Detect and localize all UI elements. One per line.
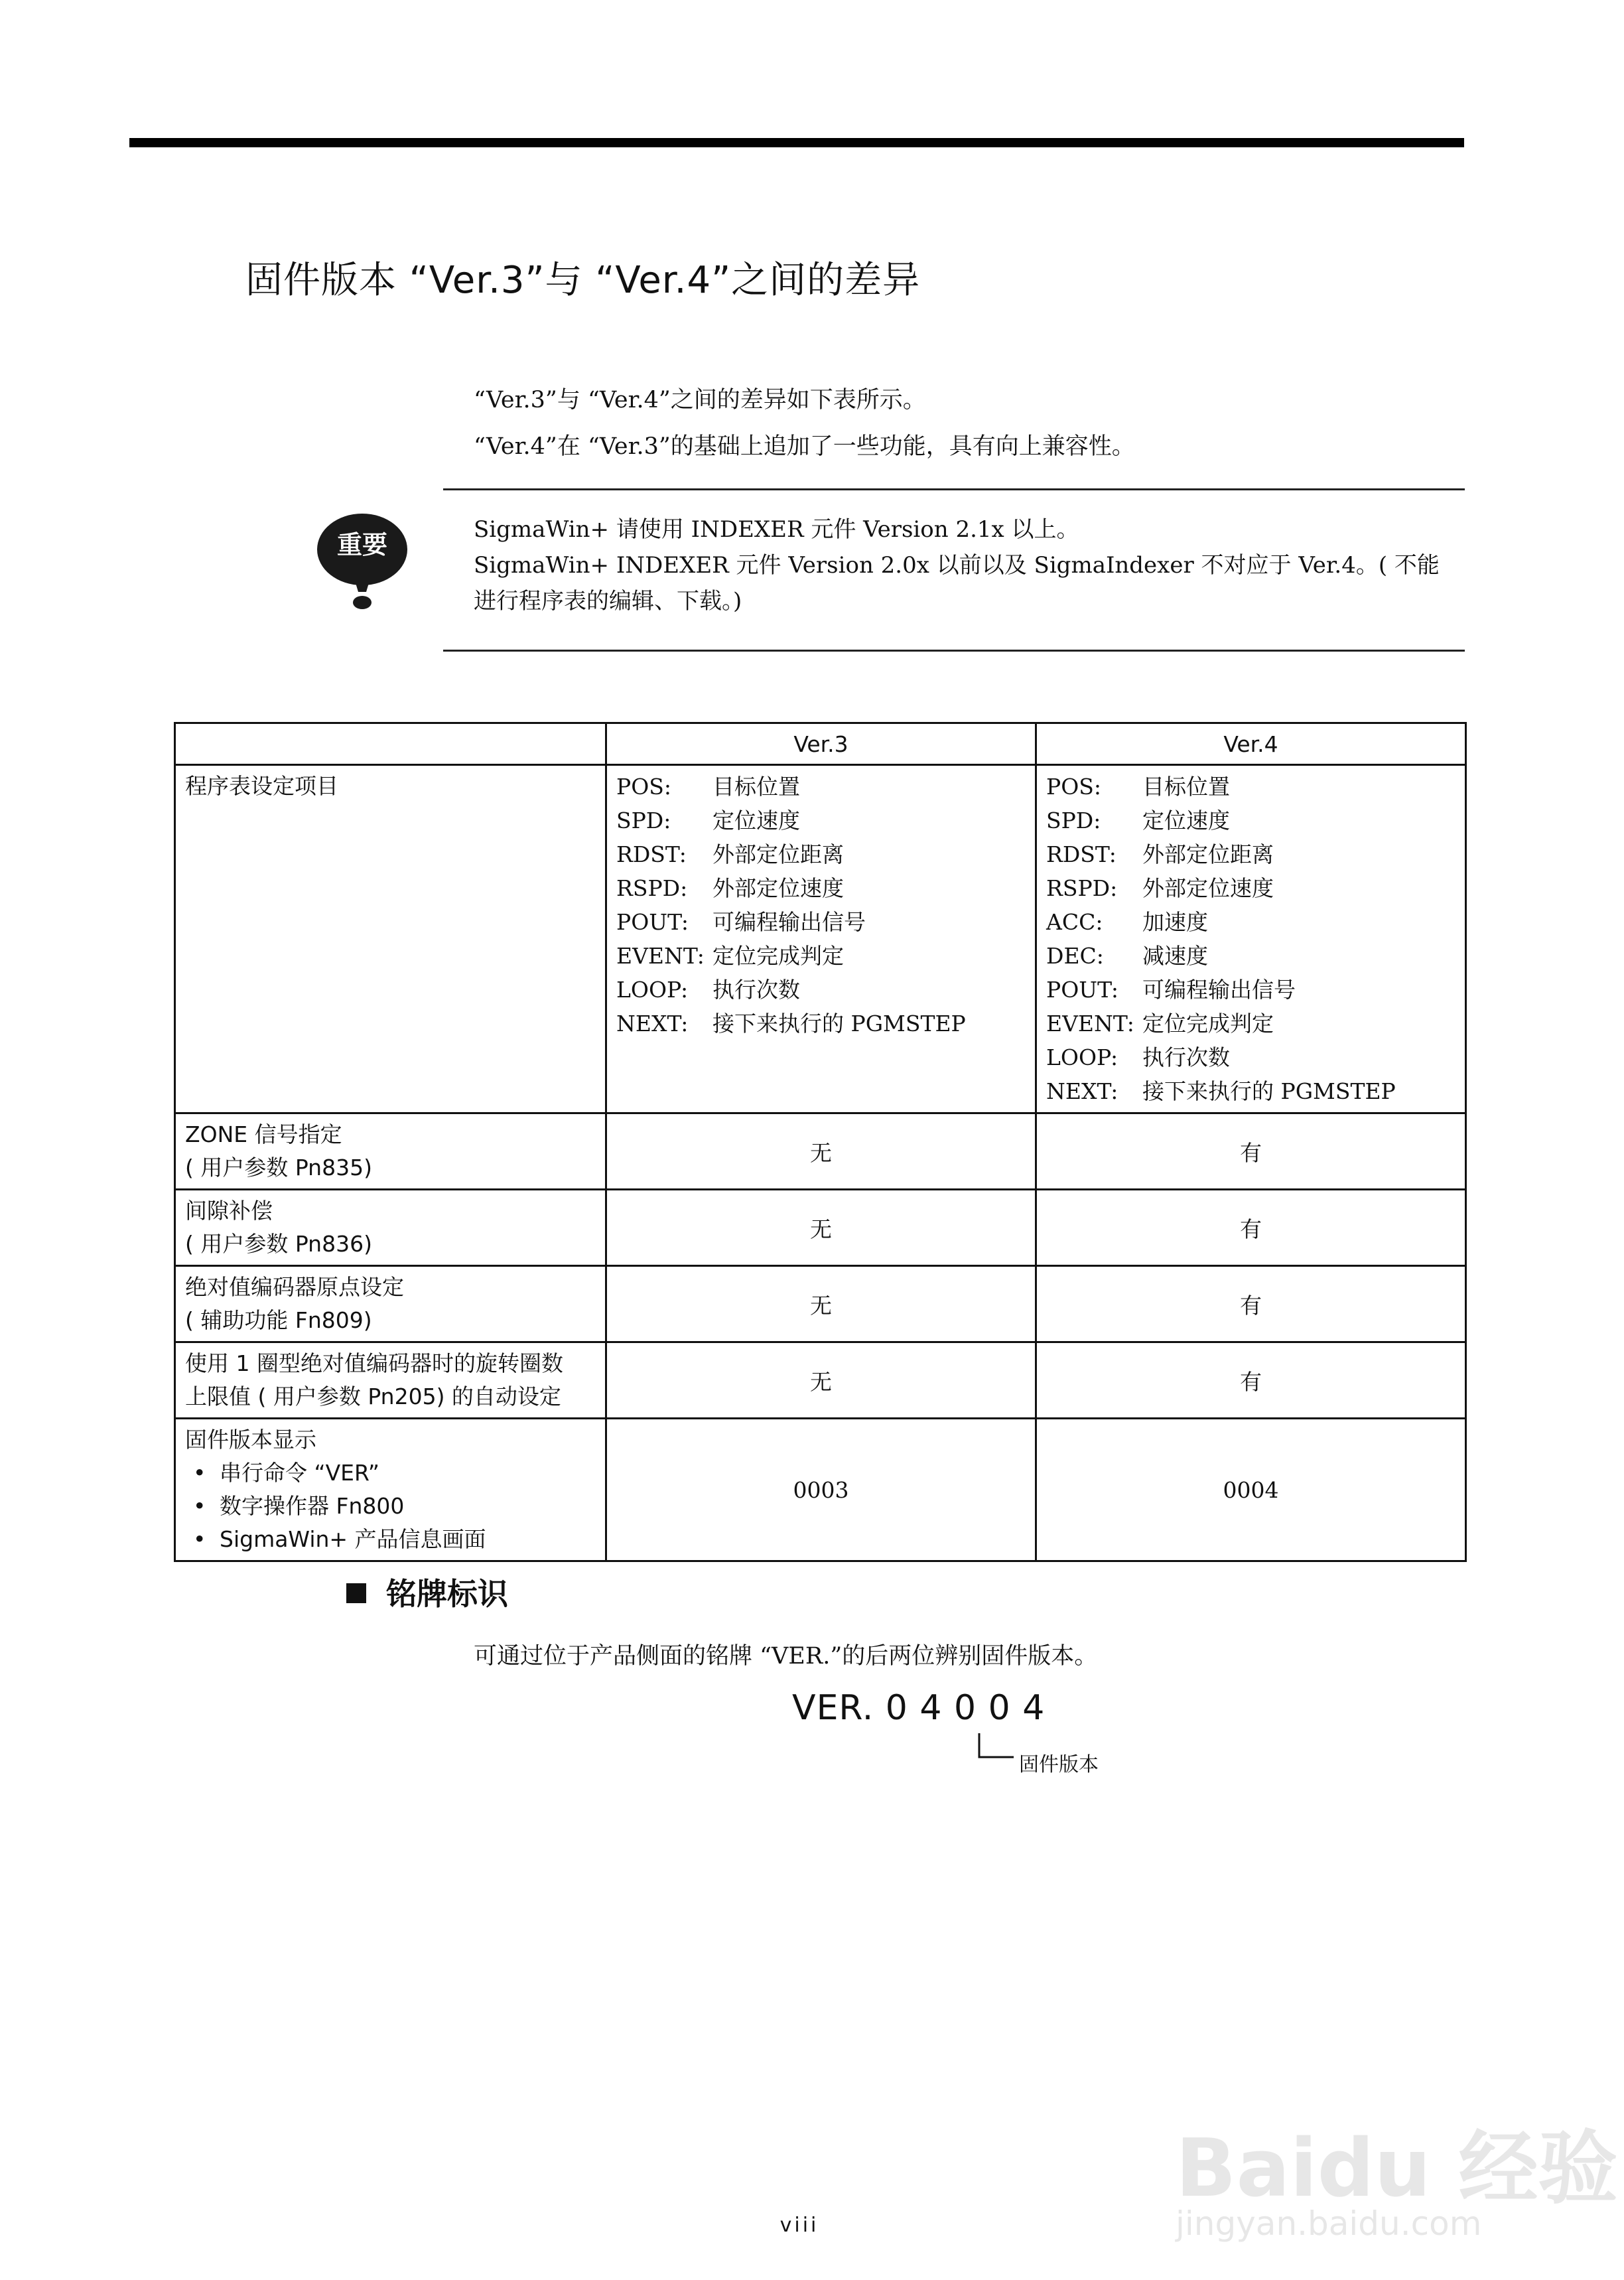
- list-item: [1046, 939, 1455, 973]
- important-line-2: SigmaWin+ INDEXER 元件 Version 2.0x 以前以及 SigmaIndexer 不对应于 Ver.4。( 不能进行程序表的编辑、下载。): [474, 552, 1440, 614]
- table-row: [175, 1419, 1466, 1561]
- program-items-ver3: [606, 765, 1036, 1113]
- page-title: 固件版本 “Ver.3”与 “Ver.4”之间的差异: [245, 259, 921, 302]
- callout-label: 固件版本: [1019, 1753, 1099, 1776]
- table-row: [175, 1190, 1466, 1266]
- list-item: • SigmaWin+ 产品信息画面: [185, 1523, 596, 1556]
- item-description: 执行次数: [712, 977, 800, 1003]
- feature-name: ZONE 信号指定: [185, 1121, 342, 1147]
- table-header-row: [175, 723, 1466, 765]
- feature-reference: ( 辅助功能 Fn809): [185, 1307, 372, 1333]
- item-code: EVENT:: [1046, 1011, 1134, 1036]
- ver3-value: 无: [606, 1113, 1036, 1190]
- item-code: POS:: [1046, 774, 1101, 800]
- list-item: [1046, 1040, 1455, 1074]
- list-item: • 数字操作器 Fn800: [185, 1490, 596, 1523]
- table-row: [175, 765, 1466, 1113]
- item-code: RDST:: [616, 841, 687, 867]
- list-item: [1046, 804, 1455, 837]
- feature-reference: ( 用户参数 Pn835): [185, 1155, 372, 1180]
- item-description: 外部定位速度: [712, 875, 844, 901]
- list-item: [616, 973, 1026, 1007]
- item-code: SPD:: [1046, 808, 1101, 833]
- list-item: [616, 939, 1026, 973]
- feature-name: 绝对值编码器原点设定: [185, 1274, 404, 1300]
- table-row: [175, 1113, 1466, 1190]
- item-description: 接下来执行的 PGMSTEP: [1142, 1078, 1396, 1104]
- item-code: NEXT:: [616, 1011, 689, 1036]
- item-code: RDST:: [1046, 841, 1116, 867]
- important-note-text: [474, 512, 1455, 619]
- item-description: 加速度: [1142, 909, 1208, 935]
- ver3-value: 无: [606, 1190, 1036, 1266]
- feature-reference: ( 用户参数 Pn836): [185, 1231, 372, 1257]
- item-description: 目标位置: [712, 774, 800, 800]
- list-item: [616, 770, 1026, 804]
- baidu-watermark: [1176, 2065, 1618, 2251]
- ver4-value: 有: [1036, 1266, 1466, 1342]
- item-description: 定位完成判定: [1142, 1011, 1274, 1036]
- list-item: [1046, 871, 1455, 905]
- ver3-value: 无: [606, 1342, 1036, 1419]
- item-description: 定位完成判定: [712, 943, 844, 969]
- important-label: 重要: [336, 530, 387, 559]
- table-header-ver4: Ver.4: [1036, 723, 1466, 765]
- item-code: RSPD:: [616, 875, 688, 901]
- feature-label: [175, 1342, 606, 1419]
- list-item: [616, 905, 1026, 939]
- list-item: [1046, 905, 1455, 939]
- important-note: [443, 488, 1465, 652]
- feature-name: 间隙补偿: [185, 1198, 273, 1224]
- item-code: RSPD:: [1046, 875, 1118, 901]
- nameplate-heading: [346, 1570, 508, 1614]
- table-row: [175, 1266, 1466, 1342]
- list-item: [616, 871, 1026, 905]
- item-description: 目标位置: [1142, 774, 1230, 800]
- list-item: [1046, 1007, 1455, 1040]
- item-code: ACC:: [1046, 909, 1103, 935]
- version-display-title: 固件版本显示: [185, 1427, 316, 1453]
- watermark-url: jingyan.baidu.com: [1176, 2204, 1482, 2243]
- nameplate-version-code: VER. 0 4 0 0 4: [792, 1688, 1046, 1728]
- table-row: [175, 1342, 1466, 1419]
- item-description: 减速度: [1142, 943, 1208, 969]
- important-line-1: SigmaWin+ 请使用 INDEXER 元件 Version 2.1x 以上。: [474, 516, 1079, 543]
- ver4-value: 有: [1036, 1113, 1466, 1190]
- feature-label: [175, 1113, 606, 1190]
- list-item: • 串行命令 “VER”: [185, 1457, 596, 1490]
- item-code: NEXT:: [1046, 1078, 1118, 1104]
- item-code: EVENT:: [616, 943, 705, 969]
- version-display-list: [185, 1457, 596, 1556]
- feature-label: [175, 1190, 606, 1266]
- square-bullet-icon: [346, 1583, 366, 1603]
- item-description: 外部定位距离: [712, 841, 844, 867]
- ver4-value: 有: [1036, 1190, 1466, 1266]
- item-code: DEC:: [1046, 943, 1104, 969]
- ver3-version-value: 0003: [606, 1419, 1036, 1561]
- top-rule: [129, 138, 1464, 147]
- program-item-list: [1046, 770, 1455, 1108]
- nameplate-description: 可通过位于产品侧面的铭牌 “VER.”的后两位辨别固件版本。: [474, 1643, 1098, 1670]
- table-header-ver3: Ver.3: [606, 723, 1036, 765]
- item-code: LOOP:: [616, 977, 689, 1003]
- item-code: LOOP:: [1046, 1044, 1118, 1070]
- item-code: POUT:: [616, 909, 689, 935]
- intro-line-1: “Ver.3”与 “Ver.4”之间的差异如下表所示。: [474, 387, 926, 413]
- list-item: [1046, 1074, 1455, 1108]
- watermark-logo: Baidu 经验: [1176, 2123, 1618, 2215]
- item-description: 接下来执行的 PGMSTEP: [712, 1011, 966, 1036]
- feature-reference: 上限值 ( 用户参数 Pn205) 的自动设定: [185, 1384, 561, 1409]
- list-item: [1046, 973, 1455, 1007]
- feature-label: [175, 1266, 606, 1342]
- version-display-label: [175, 1419, 606, 1561]
- feature-name: 使用 1 圈型绝对值编码器时的旋转圈数: [185, 1350, 563, 1376]
- list-item: [616, 1007, 1026, 1040]
- item-code: POUT:: [1046, 977, 1119, 1003]
- callout-bracket-icon: [974, 1733, 1014, 1764]
- list-item: [616, 804, 1026, 837]
- version-comparison-table: [174, 722, 1467, 1562]
- item-description: 可编程输出信号: [712, 909, 866, 935]
- list-item: [1046, 770, 1455, 804]
- program-item-list: [616, 770, 1026, 1040]
- item-code: POS:: [616, 774, 671, 800]
- item-description: 执行次数: [1142, 1044, 1230, 1070]
- page-number: viii: [779, 2214, 819, 2237]
- item-description: 定位速度: [1142, 808, 1230, 833]
- intro-line-2: “Ver.4”在 “Ver.3”的基础上追加了一些功能，具有向上兼容性。: [474, 433, 1135, 460]
- list-item: [616, 837, 1026, 871]
- table-header-empty: [175, 723, 606, 765]
- ver4-value: 有: [1036, 1342, 1466, 1419]
- item-description: 可编程输出信号: [1142, 977, 1296, 1003]
- intro-text: [474, 377, 1135, 470]
- list-item: [1046, 837, 1455, 871]
- ver3-value: 无: [606, 1266, 1036, 1342]
- program-items-ver4: [1036, 765, 1466, 1113]
- item-description: 外部定位速度: [1142, 875, 1274, 901]
- nameplate-heading-text: 铭牌标识: [386, 1576, 508, 1612]
- program-row-label: 程序表设定项目: [175, 765, 606, 1113]
- ver4-version-value: 0004: [1036, 1419, 1466, 1561]
- item-code: SPD:: [616, 808, 671, 833]
- item-description: 外部定位距离: [1142, 841, 1274, 867]
- item-description: 定位速度: [712, 808, 800, 833]
